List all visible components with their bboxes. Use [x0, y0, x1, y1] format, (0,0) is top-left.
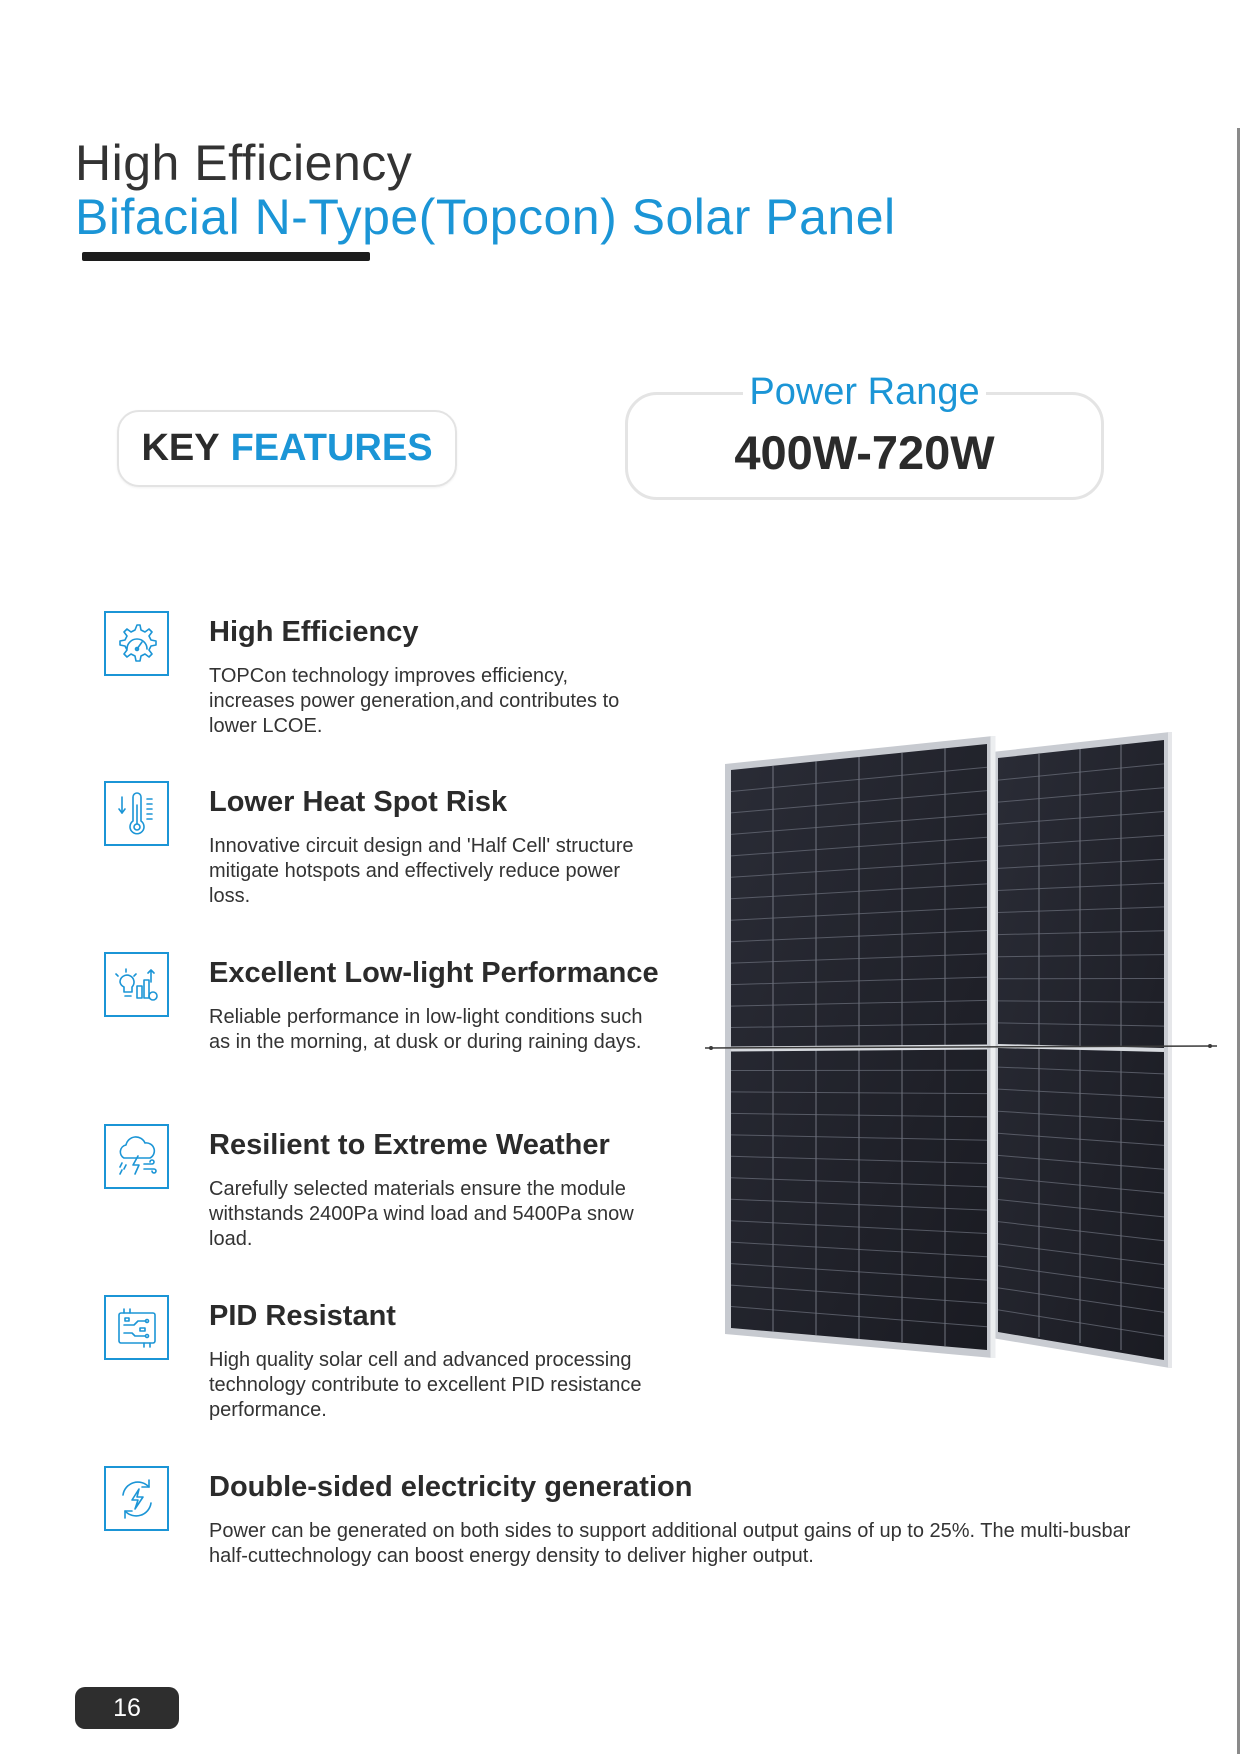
power-range-box [625, 371, 1104, 500]
title-underline [82, 252, 370, 261]
power-range-label: Power Range [743, 369, 985, 415]
power-range-value: 400W-720W [734, 426, 995, 479]
key-features-word-key: KEY [141, 427, 220, 469]
storm-cloud-icon [104, 1124, 169, 1189]
feature-description: Reliable performance in low-light conditions such as in the morning, at dusk or during raining days. [209, 1006, 643, 1053]
title-line-2: Bifacial N-Type(Topcon) Solar Panel [75, 189, 896, 245]
feature-title: Double-sided electricity generation [209, 1471, 693, 1503]
feature-description: Power can be generated on both sides to support additional output gains of up to 25%. The multi-busbar half-cuttechnology can boost energy density to deliver higher output. [209, 1520, 1131, 1567]
lightbulb-chart-icon [104, 952, 169, 1017]
gear-gauge-icon [104, 611, 169, 676]
key-features-word-features: FEATURES [230, 427, 433, 469]
feature-title: Excellent Low-light Performance [209, 957, 659, 989]
feature-description: High quality solar cell and advanced processing technology contribute to excellent PID resistance performance. [209, 1349, 642, 1421]
circuit-board-icon [104, 1295, 169, 1360]
feature-title: PID Resistant [209, 1300, 396, 1332]
feature-description: TOPCon technology improves efficiency, increases power generation,and contributes to lower LCOE. [209, 665, 620, 737]
feature-title: Lower Heat Spot Risk [209, 786, 508, 818]
solar-panel-image [705, 728, 1217, 1383]
feature-description: Innovative circuit design and 'Half Cell' structure mitigate hotspots and effectively reduce power loss. [209, 835, 634, 907]
recycle-bolt-icon [104, 1466, 169, 1531]
page-number: 16 [75, 1687, 179, 1729]
feature-title: High Efficiency [209, 616, 419, 648]
feature-title: Resilient to Extreme Weather [209, 1129, 610, 1161]
thermometer-icon [104, 781, 169, 846]
title-line-1: High Efficiency [75, 135, 413, 191]
feature-description: Carefully selected materials ensure the module withstands 2400Pa wind load and 5400Pa snow load. [209, 1178, 634, 1250]
key-features-badge [117, 410, 457, 487]
